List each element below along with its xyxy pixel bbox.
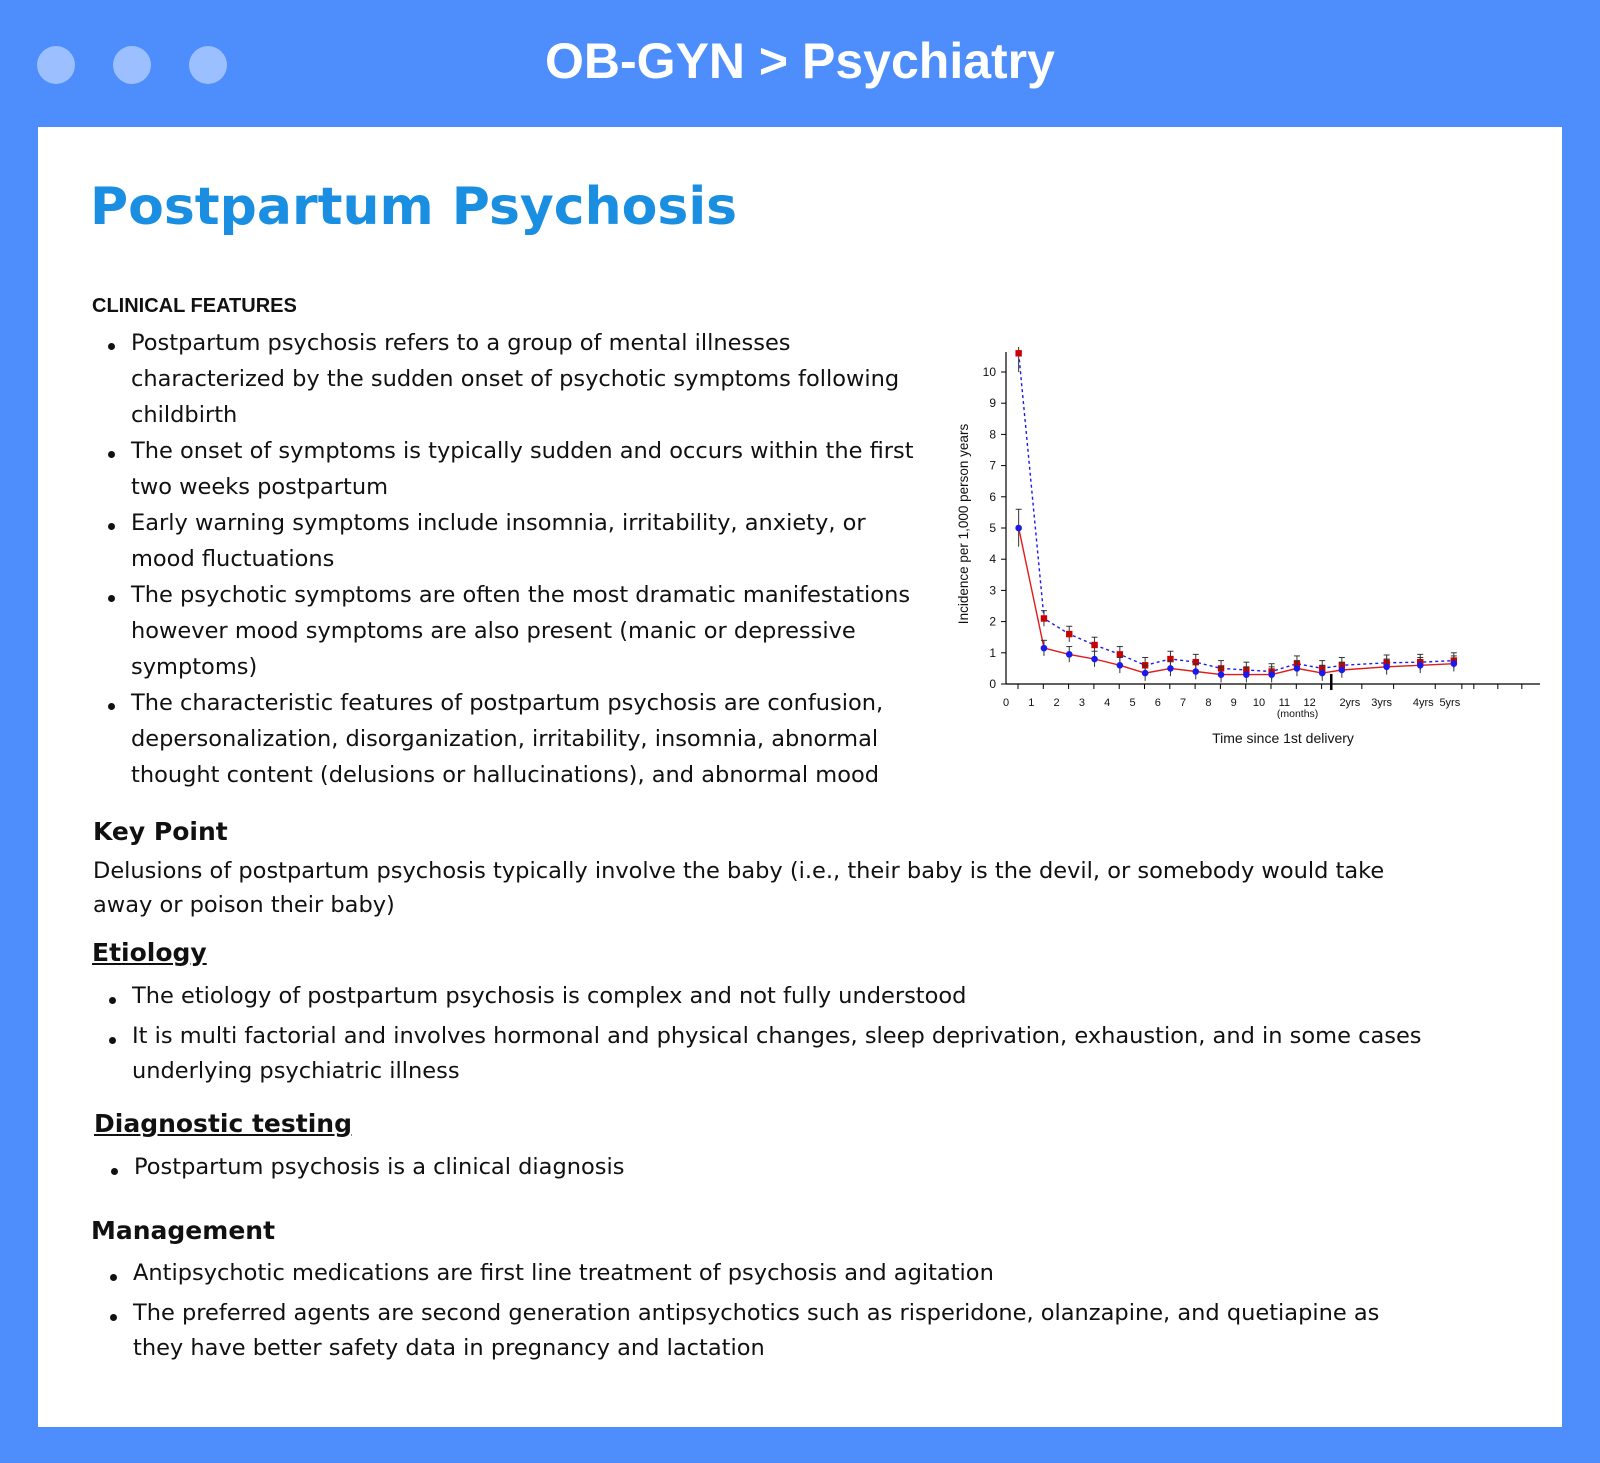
list-item: Antipsychotic medications are first line treatment of psychosis and agitation: [93, 1256, 1393, 1291]
etiology-heading: Etiology: [92, 938, 207, 967]
data-point: [1167, 665, 1174, 672]
series-line: [1019, 353, 1454, 671]
window-title: OB-GYN > Psychiatry: [545, 33, 1055, 89]
x-tick-label: 5yrs: [1439, 697, 1461, 709]
section-label: CLINICAL FEATURES: [92, 295, 297, 317]
x-tick-label: 4: [1104, 697, 1111, 709]
y-tick-label: 7: [989, 458, 996, 473]
data-point: [1041, 615, 1047, 621]
data-point: [1294, 665, 1301, 672]
y-tick-label: 8: [989, 427, 996, 442]
y-tick-label: 1: [989, 645, 996, 660]
data-point: [1192, 668, 1199, 675]
data-point: [1091, 656, 1098, 663]
data-point: [1015, 350, 1021, 356]
x-tick-label: 4yrs: [1412, 697, 1434, 709]
x-tick-label: 5: [1129, 697, 1136, 709]
content-panel: [38, 127, 1562, 1427]
y-tick-label: 0: [989, 677, 996, 691]
y-tick-label: 5: [989, 521, 996, 535]
x-tick-label: 12: [1303, 697, 1316, 709]
diagnostic-heading: Diagnostic testing: [94, 1109, 352, 1138]
y-tick-label: 4: [989, 552, 996, 567]
data-point: [1339, 667, 1346, 674]
data-point: [1319, 670, 1326, 677]
x-axis-label: Time since 1st delivery: [1212, 730, 1354, 746]
incidence-chart-svg: [918, 347, 1558, 757]
data-point: [1218, 671, 1225, 678]
list-item: The characteristic features of postpartum psychosis are confusion, depersonalization, disorganization, irritability, insomnia, abnormal thought content (delusions or hallucinations), and abnormal mood: [91, 685, 921, 793]
management-list: [93, 1256, 1393, 1371]
data-point: [1417, 662, 1424, 669]
key-point-text: Delusions of postpartum psychosis typically involve the baby (i.e., their baby is the devil, or somebody would take away or poison their baby): [93, 858, 1385, 918]
diagnostic-list: [94, 1150, 1494, 1190]
page-title: Postpartum Psychosis: [90, 177, 738, 237]
incidence-chart: [918, 347, 1558, 757]
list-item: Early warning symptoms include insomnia, irritability, anxiety, or mood fluctuations: [91, 505, 921, 577]
list-item: The onset of symptoms is typically sudden and occurs within the first two weeks postpartum: [91, 433, 921, 505]
list-item: The psychotic symptoms are often the most dramatic manifestations however mood symptoms are also present (manic or depressive symptoms): [91, 577, 921, 685]
list-item: The etiology of postpartum psychosis is complex and not fully understood: [92, 979, 1512, 1014]
list-item: The preferred agents are second generation antipsychotics such as risperidone, olanzapine, and quetiapine as they have better safety data in pregnancy and lactation: [93, 1296, 1393, 1366]
x-tick-label: 7: [1180, 697, 1187, 709]
y-tick-label: 9: [989, 396, 996, 411]
x-tick-label: 3: [1078, 697, 1085, 709]
list-item: Postpartum psychosis refers to a group of mental illnesses characterized by the sudden onset of psychotic symptoms following childbirth: [91, 325, 921, 433]
data-point: [1091, 642, 1097, 648]
etiology-list: [92, 979, 1512, 1094]
y-tick-label: 3: [989, 583, 996, 598]
key-point-heading: Key Point: [93, 817, 228, 846]
data-point: [1117, 662, 1124, 669]
data-point: [1117, 651, 1123, 657]
x-tick-label: 8: [1205, 697, 1212, 709]
y-tick-label: 2: [989, 614, 996, 629]
x-tick-label: 6: [1154, 697, 1161, 709]
y-tick-label: 6: [989, 489, 996, 504]
data-point: [1451, 660, 1458, 667]
list-item: It is multi factorial and involves hormonal and physical changes, sleep deprivation, exhaustion, and in some cases underlying psychiatric illness: [92, 1019, 1512, 1089]
x-tick-label: 11: [1278, 697, 1291, 709]
y-axis-label: Incidence per 1,000 person years: [956, 423, 971, 625]
y-tick-label: 10: [982, 365, 996, 379]
x-tick-label: 2: [1053, 697, 1060, 709]
data-point: [1066, 631, 1072, 637]
data-point: [1383, 664, 1390, 671]
data-point: [1243, 671, 1250, 678]
list-item: Postpartum psychosis is a clinical diagnosis: [94, 1150, 1494, 1185]
x-unit-note: (months): [1276, 708, 1319, 720]
clinical-features-list: [91, 325, 921, 793]
series-line: [1019, 528, 1454, 675]
data-point: [1066, 651, 1073, 658]
data-point: [1041, 645, 1048, 652]
x-tick-label: 0: [1002, 697, 1010, 709]
data-point: [1015, 525, 1022, 532]
x-tick-label: 2yrs: [1339, 697, 1361, 709]
data-point: [1268, 671, 1275, 678]
x-tick-label: 3yrs: [1371, 697, 1393, 709]
x-tick-label: 10: [1252, 697, 1266, 709]
x-tick-label: 1: [1028, 697, 1035, 709]
x-tick-label: 9: [1230, 697, 1237, 709]
window-titlebar: [0, 0, 1600, 125]
management-heading: Management: [91, 1216, 276, 1245]
data-point: [1142, 670, 1149, 677]
